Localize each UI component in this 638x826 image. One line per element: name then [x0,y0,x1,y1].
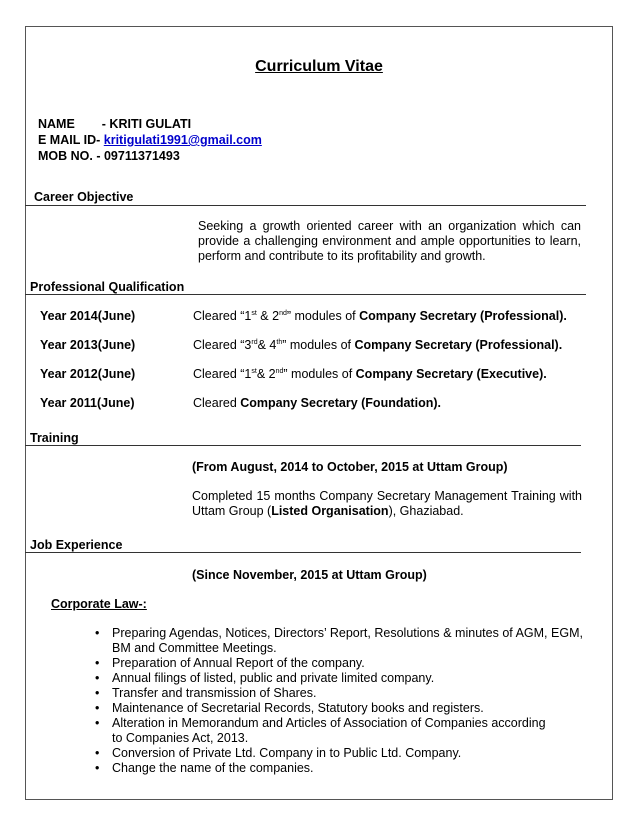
bullet-icon: • [95,746,100,760]
list-item: • Annual filings of listed, public and private limited company. [95,671,435,685]
mobile-label: MOB NO. - [38,149,101,163]
list-item: • Preparing Agendas, Notices, Directors’ Report, Resolutions & minutes of AGM, EGM, BM and Committee Meetings. [95,626,583,655]
training-text: Completed 15 months Company Secretary Management Training with Uttam Group (Listed Organisation), Ghaziabad. [192,489,582,518]
bullet-icon: • [95,656,100,670]
qualification-desc: Cleared “1st& 2nd” modules of Company Secretary (Executive). [193,367,547,381]
list-item: • Alteration in Memorandum and Articles of Association of Companies according to Companies Act, 2013. [95,716,546,745]
training-rule [25,445,581,446]
name-line [38,117,191,131]
list-item: • Preparation of Annual Report of the company. [95,656,365,670]
name-value: - KRITI GULATI [101,117,192,131]
list-item: • Conversion of Private Ltd. Company in to Public Ltd. Company. [95,746,462,760]
qualification-year: Year 2014(June) [40,309,136,323]
page-title: Curriculum Vitae [255,58,383,75]
training-heading: Training [30,431,79,445]
corporate-law-subheading: Corporate Law-: [51,597,147,611]
list-item: • Maintenance of Secretarial Records, Statutory books and registers. [95,701,484,715]
training-period: (From August, 2014 to October, 2015 at Uttam Group) [192,460,508,474]
bullet-icon: • [95,671,100,685]
list-item: • Transfer and transmission of Shares. [95,686,317,700]
email-label: E MAIL ID- [38,133,101,147]
job-experience-heading: Job Experience [30,538,123,552]
bullet-icon: • [95,686,100,700]
qualification-year: Year 2013(June) [40,338,136,352]
email-line [38,133,262,147]
career-objective-rule [25,205,586,206]
list-item: • Change the name of the companies. [95,761,314,775]
job-experience-rule [25,552,581,553]
email-link[interactable]: kritigulati1991@gmail.com [103,133,262,147]
qualification-desc: Cleared “1st & 2nd” modules of Company Secretary (Professional). [193,309,567,323]
duties-list [95,626,583,776]
bullet-icon: • [95,716,100,730]
career-objective-heading: Career Objective [34,190,134,204]
qualification-year: Year 2012(June) [40,367,136,381]
bullet-icon: • [95,626,100,640]
job-period: (Since November, 2015 at Uttam Group) [192,568,427,582]
qualification-year: Year 2011(June) [40,396,135,410]
mobile-value: 09711371493 [103,149,180,163]
qualification-desc: Cleared Company Secretary (Foundation). [193,396,441,410]
bullet-icon: • [95,761,100,775]
qualification-rule [25,294,586,295]
qualification-desc: Cleared “3rd& 4th” modules of Company Secretary (Professional). [193,338,563,352]
mobile-line [38,149,180,163]
career-objective-text: Seeking a growth oriented career with an organization which can provide a challenging environment and ample opportunities to learn, perform and contribute to its profitability and growth. [198,219,581,263]
qualification-heading: Professional Qualification [30,280,185,294]
name-label: NAME [38,117,75,131]
bullet-icon: • [95,701,100,715]
